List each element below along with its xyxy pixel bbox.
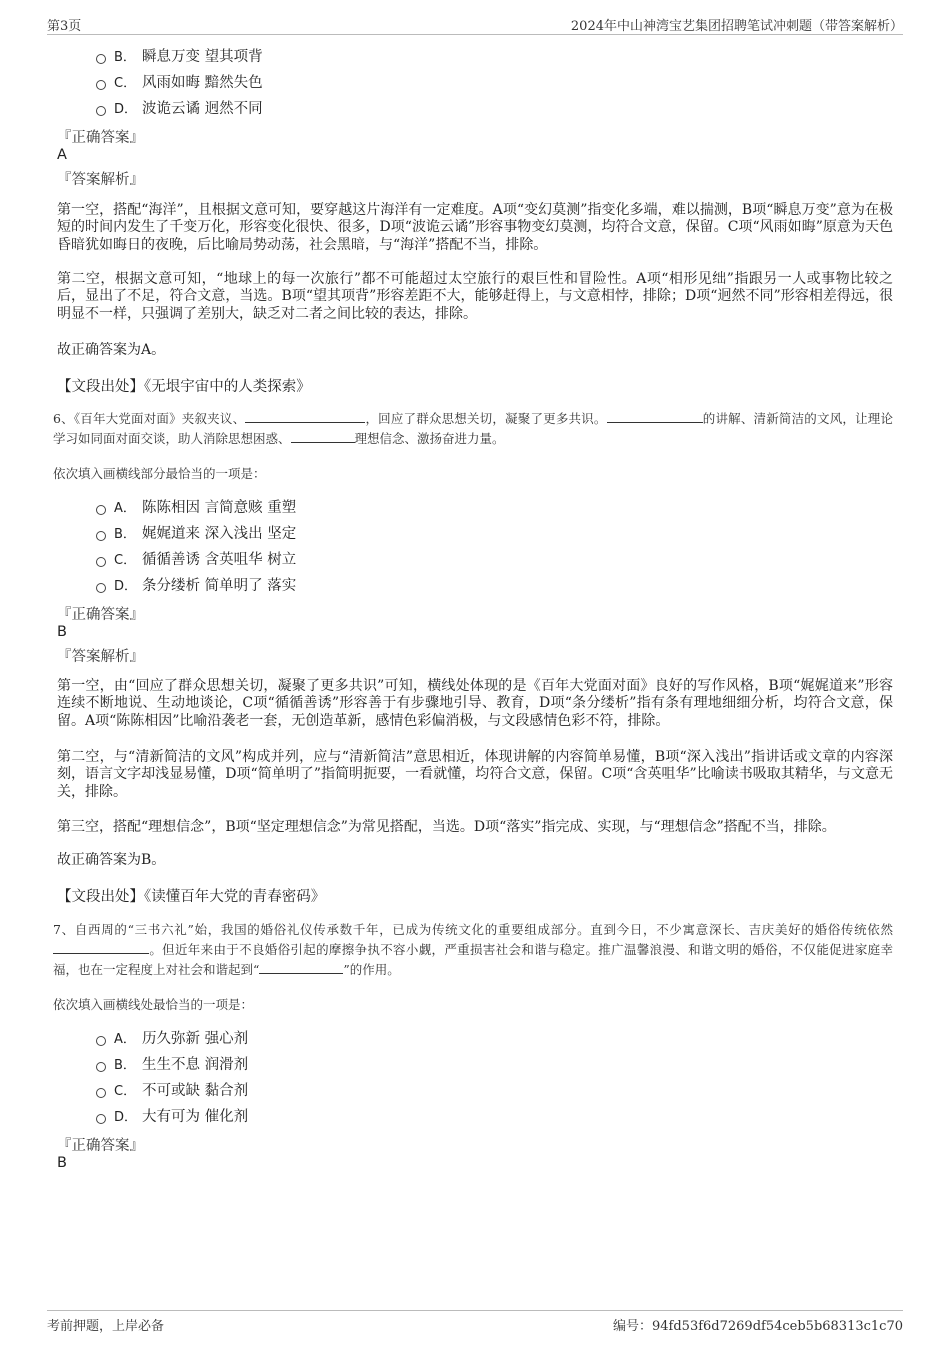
footer-slogan: 考前押题，上岸必备	[47, 1319, 165, 1334]
radio-icon[interactable]	[96, 54, 106, 64]
q6-option-c[interactable]: C． 循循善诱 含英咀华 树立	[96, 550, 296, 570]
q7-answer-label: 『正确答案』	[57, 1138, 144, 1154]
q7-option-b[interactable]: B． 生生不息 润滑剂	[96, 1055, 248, 1075]
radio-icon[interactable]	[96, 583, 106, 593]
q7-stem: 7、自西周的“三书六礼”始，我国的婚俗礼仪传承数千年，已成为传统文化的重要组成部分。直到今日，不少寓意深长、吉庆美好的婚俗传统依然。但近年来由于不良婚俗引起的摩擦争执不容小觑，严重损害社会和谐与稳定。推广温馨浪漫、和谐文明的婚俗，不仅能促进家庭幸福，也在一定程度上对社会和谐起到“ ”的作用。	[53, 922, 893, 977]
radio-icon[interactable]	[96, 557, 106, 567]
q5-analysis-label: 『答案解析』	[57, 172, 144, 188]
radio-icon[interactable]	[96, 1088, 106, 1098]
q5-option-c[interactable]: C． 风雨如晦 黯然失色	[96, 73, 263, 93]
q5-source: 【文段出处】《无垠宇宙中的人类探索》	[57, 379, 311, 395]
q6-analysis-3: 第三空，搭配“理想信念”，B项“坚定理想信念”为常见搭配，当选。D项“落实”指完成、实现，与“理想信念”搭配不当，排除。	[57, 819, 836, 835]
q6-source: 【文段出处】《读懂百年大党的青春密码》	[57, 889, 326, 905]
q5-analysis-1: 第一空，搭配“海洋”，且根据文意可知，要穿越这片海洋有一定难度。A项“变幻莫测”指变化多端，难以揣测，B项“瞬息万变”意为在极短的时间内发生了千变万化，形容变化很快、很多，D项“波诡云谲”形容事物变幻莫测，均符合文意，保留。C项“风雨如晦”原意为天色昏暗犹如晦日的夜晚，后比喻局势动荡，社会黑暗，与“海洋”搭配不当，排除。	[57, 202, 893, 253]
radio-icon[interactable]	[96, 106, 106, 116]
q7-answer: B	[57, 1155, 67, 1171]
radio-icon[interactable]	[96, 80, 106, 90]
q6-analysis-4: 故正确答案为B。	[57, 852, 166, 868]
q6-answer: B	[57, 624, 67, 640]
blank-line	[291, 430, 355, 443]
q7-option-d[interactable]: D． 大有可为 催化剂	[96, 1107, 248, 1127]
q6-stem: 6、《百年大党面对面》夹叙夹议、 ，回应了群众思想关切，凝聚了更多共识。 的讲解、清新简洁的文风，让理论学习如同面对面交谈，助人消除思想困惑、 理想信念、激扬奋进力量。	[53, 411, 893, 446]
q7-option-c[interactable]: C． 不可或缺 黏合剂	[96, 1081, 248, 1101]
q6-analysis-1: 第一空，由“回应了群众思想关切，凝聚了更多共识”可知，横线处体现的是《百年大党面对面》良好的写作风格，B项“娓娓道来”形容连续不断地说、生动地谈论，C项“循循善诱”形容善于有步骤地引导、教育，D项“条分缕析”指有条有理地细细分析，均符合文意，保留。A项“陈陈相因”比喻沿袭老一套，无创造革新，感情色彩偏消极，与文段感情色彩不符，排除。	[57, 678, 893, 729]
document-code: 编号：94fd53f6d7269df54ceb5b68313c1c70	[613, 1319, 903, 1334]
q5-answer: A	[57, 147, 67, 163]
q6-answer-label: 『正确答案』	[57, 607, 144, 623]
q6-prompt: 依次填入画横线部分最恰当的一项是：	[53, 466, 266, 481]
page-header	[47, 14, 903, 35]
page-number: 第3页	[47, 19, 82, 34]
q7-prompt: 依次填入画横线处最恰当的一项是：	[53, 997, 254, 1012]
q6-analysis-label: 『答案解析』	[57, 649, 144, 665]
blank-line	[245, 410, 365, 423]
q5-answer-label: 『正确答案』	[57, 130, 144, 146]
document-title: 2024年中山神湾宝艺集团招聘笔试冲刺题（带答案解析）	[570, 19, 903, 34]
q5-analysis-2: 第二空，根据文意可知，“地球上的每一次旅行”都不可能超过太空旅行的艰巨性和冒险性。A项“相形见绌”指跟另一人或事物比较之后，显出了不足，符合文意，当选。B项“望其项背”形容差距不大，能够赶得上，与文意相悖，排除；D项“迥然不同”形容相差得远，很明显不一样，只强调了差别大，缺乏对二者之间比较的表达，排除。	[57, 271, 893, 322]
page-footer	[47, 1310, 903, 1333]
q5-option-b[interactable]: B． 瞬息万变 望其项背	[96, 47, 263, 67]
radio-icon[interactable]	[96, 1036, 106, 1046]
radio-icon[interactable]	[96, 531, 106, 541]
q6-analysis-2: 第二空，与“清新简洁的文风”构成并列，应与“清新简洁”意思相近，体现讲解的内容简单易懂，B项“深入浅出”指讲话或文章的内容深刻，语言文字却浅显易懂，D项“简单明了”指简明扼要，一看就懂，均符合文意，保留。C项“含英咀华”比喻读书吸取其精华，与文意无关，排除。	[57, 749, 893, 800]
q6-option-b[interactable]: B． 娓娓道来 深入浅出 坚定	[96, 524, 296, 544]
radio-icon[interactable]	[96, 505, 106, 515]
blank-line	[53, 941, 149, 954]
q5-analysis-3: 故正确答案为A。	[57, 342, 166, 358]
radio-icon[interactable]	[96, 1062, 106, 1072]
blank-line	[607, 410, 703, 423]
q6-option-d[interactable]: D． 条分缕析 简单明了 落实	[96, 576, 296, 596]
q6-option-a[interactable]: A． 陈陈相因 言简意赅 重塑	[96, 498, 296, 518]
q7-option-a[interactable]: A． 历久弥新 强心剂	[96, 1029, 248, 1049]
q5-option-d[interactable]: D． 波诡云谲 迥然不同	[96, 99, 263, 119]
radio-icon[interactable]	[96, 1114, 106, 1124]
blank-line	[259, 961, 343, 974]
